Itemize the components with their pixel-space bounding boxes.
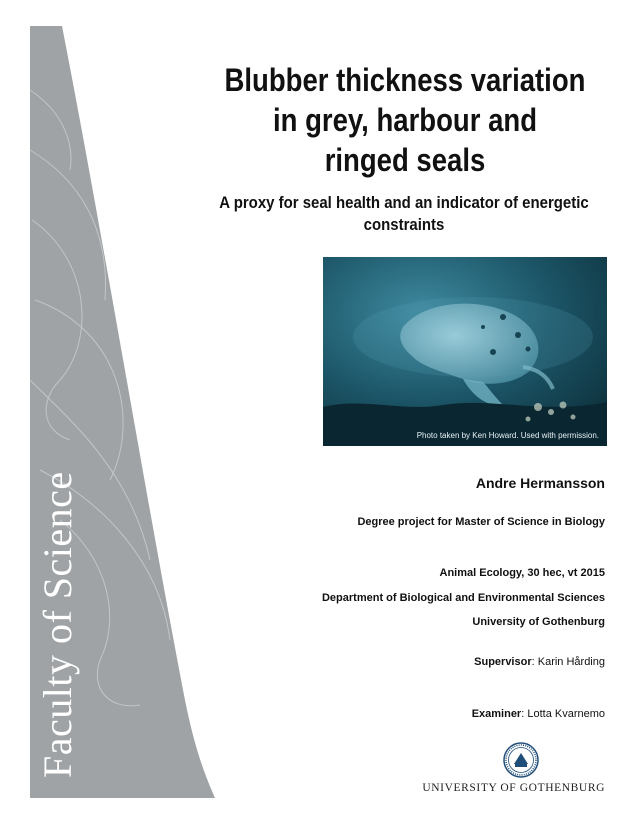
degree-line: Degree project for Master of Science in Biology (357, 516, 605, 528)
faculty-label: Faculty of Science (35, 471, 80, 778)
examiner-line: Examiner: Lotta Kvarnemo (471, 708, 605, 720)
examiner-name: Lotta Kvarnemo (527, 708, 605, 720)
supervisor-line: Supervisor: Karin Hårding (474, 656, 605, 668)
title-line-1: Blubber thickness variation (224, 62, 586, 98)
subtitle-line-2: constraints (363, 215, 445, 234)
title-line-3: ringed seals (324, 142, 486, 178)
subtitle-line-1: A proxy for seal health and an indicator of energetic (219, 193, 589, 212)
university-seal-icon (503, 742, 539, 778)
seal-photo (323, 257, 607, 446)
seal-underwater-image (323, 257, 607, 446)
supervisor-name: Karin Hårding (537, 656, 605, 668)
author-name: Andre Hermansson (475, 475, 605, 491)
thesis-title (220, 60, 590, 180)
university-wordmark: UNIVERSITY OF GOTHENBURG (422, 782, 605, 794)
thesis-subtitle (214, 192, 594, 236)
examiner-label: Examiner (471, 708, 522, 720)
photo-caption: Photo taken by Ken Howard. Used with permission. (416, 431, 599, 440)
title-line-2: in grey, harbour and (272, 102, 538, 138)
department-line: Department of Biological and Environmental Sciences (321, 592, 605, 604)
supervisor-label: Supervisor (474, 656, 532, 668)
university-line: University of Gothenburg (472, 616, 605, 628)
course-line: Animal Ecology, 30 hec, vt 2015 (439, 567, 605, 579)
